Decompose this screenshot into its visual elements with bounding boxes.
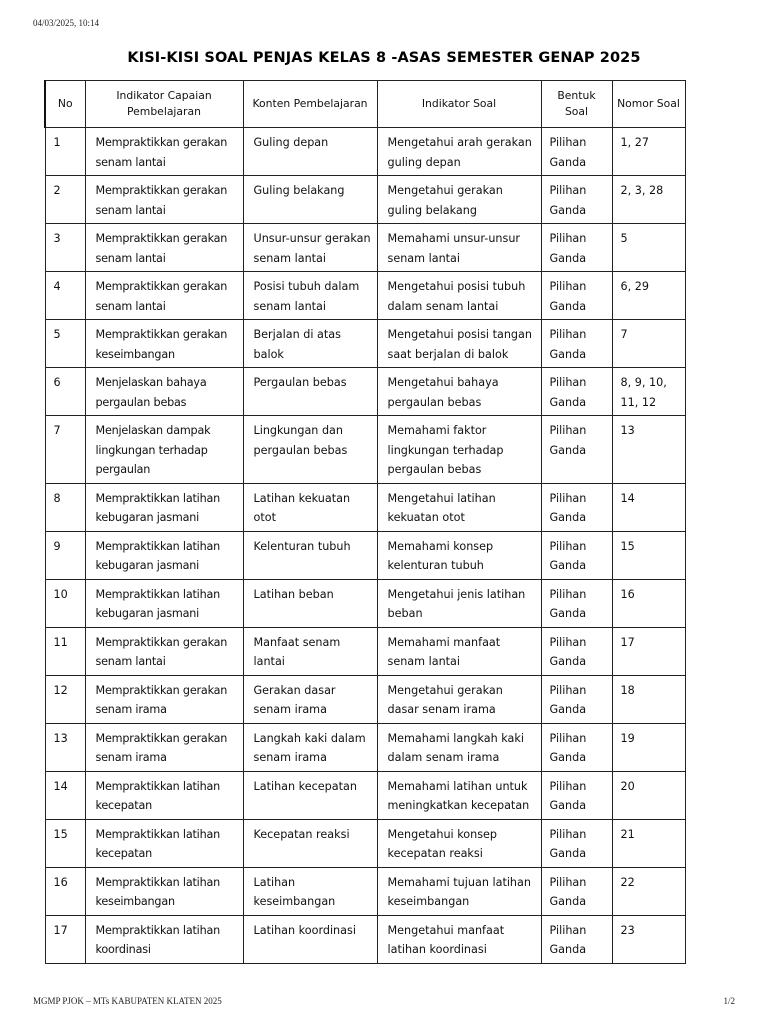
cell-konten: Latihan keseimbangan [243,867,377,915]
cell-bentuk-soal: Pilihan Ganda [541,128,612,176]
table-row [45,819,685,867]
table-row [45,867,685,915]
header-indikator-soal: Indikator Soal [377,81,541,128]
document-title: KISI-KISI SOAL PENJAS KELAS 8 -ASAS SEMESTER GENAP 2025 [127,50,641,66]
table-body [45,128,685,964]
cell-konten: Berjalan di atas balok [243,320,377,368]
cell-indikator-capaian: Menjelaskan bahaya pergaulan bebas [85,368,243,416]
cell-indikator-soal: Memahami konsep kelenturan tubuh [377,531,541,579]
cell-no: 4 [45,272,85,320]
table-row [45,723,685,771]
cell-indikator-capaian: Mempraktikkan gerakan senam lantai [85,272,243,320]
table-row [45,176,685,224]
cell-bentuk-soal: Pilihan Ganda [541,867,612,915]
header-bentuk-soal: Bentuk Soal [541,81,612,128]
cell-indikator-capaian: Mempraktikkan latihan kebugaran jasmani [85,531,243,579]
cell-konten: Manfaat senam lantai [243,627,377,675]
cell-no: 14 [45,771,85,819]
cell-indikator-capaian: Mempraktikkan gerakan senam lantai [85,224,243,272]
table-row [45,627,685,675]
cell-indikator-soal: Mengetahui gerakan guling belakang [377,176,541,224]
cell-indikator-soal: Mengetahui manfaat latihan koordinasi [377,915,541,963]
table-row [45,771,685,819]
cell-indikator-soal: Mengetahui posisi tangan saat berjalan di balok [377,320,541,368]
print-page-number: 1/2 [723,996,735,1006]
cell-konten: Langkah kaki dalam senam irama [243,723,377,771]
table-row [45,224,685,272]
cell-no: 9 [45,531,85,579]
cell-no: 3 [45,224,85,272]
cell-bentuk-soal: Pilihan Ganda [541,483,612,531]
cell-bentuk-soal: Pilihan Ganda [541,579,612,627]
table-row [45,579,685,627]
cell-bentuk-soal: Pilihan Ganda [541,320,612,368]
table-row [45,483,685,531]
cell-indikator-soal: Memahami tujuan latihan keseimbangan [377,867,541,915]
header-no: No [45,81,85,128]
cell-nomor-soal: 17 [612,627,685,675]
cell-konten: Gerakan dasar senam irama [243,675,377,723]
table-row [45,272,685,320]
cell-no: 6 [45,368,85,416]
table-row [45,531,685,579]
cell-nomor-soal: 15 [612,531,685,579]
cell-nomor-soal: 1, 27 [612,128,685,176]
cell-konten: Posisi tubuh dalam senam lantai [243,272,377,320]
cell-no: 17 [45,915,85,963]
cell-indikator-soal: Mengetahui bahaya pergaulan bebas [377,368,541,416]
cell-indikator-capaian: Mempraktikkan latihan kebugaran jasmani [85,483,243,531]
cell-indikator-capaian: Mempraktikkan gerakan keseimbangan [85,320,243,368]
cell-bentuk-soal: Pilihan Ganda [541,416,612,484]
cell-no: 11 [45,627,85,675]
cell-nomor-soal: 6, 29 [612,272,685,320]
cell-bentuk-soal: Pilihan Ganda [541,915,612,963]
cell-bentuk-soal: Pilihan Ganda [541,723,612,771]
cell-bentuk-soal: Pilihan Ganda [541,531,612,579]
header-nomor-soal: Nomor Soal [612,81,685,128]
cell-no: 7 [45,416,85,484]
table-row [45,675,685,723]
cell-no: 16 [45,867,85,915]
cell-indikator-capaian: Mempraktikkan gerakan senam irama [85,723,243,771]
cell-no: 12 [45,675,85,723]
cell-indikator-capaian: Mempraktikkan latihan kecepatan [85,819,243,867]
cell-nomor-soal: 18 [612,675,685,723]
cell-konten: Kecepatan reaksi [243,819,377,867]
cell-no: 15 [45,819,85,867]
cell-nomor-soal: 20 [612,771,685,819]
cell-indikator-capaian: Mempraktikkan gerakan senam irama [85,675,243,723]
table-row [45,368,685,416]
cell-nomor-soal: 2, 3, 28 [612,176,685,224]
cell-konten: Unsur-unsur gerakan senam lantai [243,224,377,272]
cell-bentuk-soal: Pilihan Ganda [541,819,612,867]
cell-konten: Latihan beban [243,579,377,627]
cell-indikator-capaian: Mempraktikkan gerakan senam lantai [85,627,243,675]
cell-indikator-capaian: Mempraktikkan gerakan senam lantai [85,176,243,224]
cell-nomor-soal: 19 [612,723,685,771]
cell-konten: Guling belakang [243,176,377,224]
cell-konten: Latihan kekuatan otot [243,483,377,531]
cell-indikator-capaian: Mempraktikkan latihan kecepatan [85,771,243,819]
cell-konten: Latihan koordinasi [243,915,377,963]
cell-indikator-soal: Mengetahui latihan kekuatan otot [377,483,541,531]
cell-indikator-soal: Memahami unsur-unsur senam lantai [377,224,541,272]
cell-bentuk-soal: Pilihan Ganda [541,272,612,320]
print-footer-source: MGMP PJOK – MTs KABUPATEN KLATEN 2025 [33,996,222,1006]
cell-konten: Kelenturan tubuh [243,531,377,579]
print-datetime: 04/03/2025, 10:14 [33,18,100,28]
table-header [45,81,685,128]
cell-indikator-soal: Mengetahui jenis latihan beban [377,579,541,627]
cell-no: 10 [45,579,85,627]
cell-indikator-soal: Mengetahui konsep kecepatan reaksi [377,819,541,867]
cell-nomor-soal: 16 [612,579,685,627]
cell-nomor-soal: 23 [612,915,685,963]
cell-no: 13 [45,723,85,771]
cell-bentuk-soal: Pilihan Ganda [541,771,612,819]
cell-indikator-soal: Memahami manfaat senam lantai [377,627,541,675]
cell-nomor-soal: 14 [612,483,685,531]
cell-konten: Lingkungan dan pergaulan bebas [243,416,377,484]
kisi-kisi-table [44,80,686,964]
cell-indikator-capaian: Mempraktikkan latihan keseimbangan [85,867,243,915]
cell-konten: Pergaulan bebas [243,368,377,416]
table-row [45,915,685,963]
cell-bentuk-soal: Pilihan Ganda [541,176,612,224]
cell-nomor-soal: 13 [612,416,685,484]
cell-indikator-soal: Memahami faktor lingkungan terhadap pergaulan bebas [377,416,541,484]
cell-nomor-soal: 21 [612,819,685,867]
cell-nomor-soal: 5 [612,224,685,272]
cell-indikator-soal: Mengetahui gerakan dasar senam irama [377,675,541,723]
cell-nomor-soal: 8, 9, 10, 11, 12 [612,368,685,416]
cell-indikator-capaian: Mempraktikkan latihan kebugaran jasmani [85,579,243,627]
cell-no: 1 [45,128,85,176]
cell-indikator-soal: Mengetahui posisi tubuh dalam senam lantai [377,272,541,320]
cell-konten: Guling depan [243,128,377,176]
cell-bentuk-soal: Pilihan Ganda [541,224,612,272]
cell-no: 2 [45,176,85,224]
table-row [45,416,685,484]
cell-indikator-capaian: Menjelaskan dampak lingkungan terhadap pergaulan [85,416,243,484]
cell-indikator-soal: Memahami latihan untuk meningkatkan kecepatan [377,771,541,819]
header-konten: Konten Pembelajaran [243,81,377,128]
cell-indikator-capaian: Mempraktikkan latihan koordinasi [85,915,243,963]
cell-indikator-soal: Memahami langkah kaki dalam senam irama [377,723,541,771]
cell-indikator-soal: Mengetahui arah gerakan guling depan [377,128,541,176]
cell-bentuk-soal: Pilihan Ganda [541,368,612,416]
table-header-row [45,81,685,128]
header-indikator-capaian: Indikator Capaian Pembelajaran [85,81,243,128]
cell-bentuk-soal: Pilihan Ganda [541,627,612,675]
cell-no: 5 [45,320,85,368]
cell-nomor-soal: 7 [612,320,685,368]
table-row [45,128,685,176]
cell-indikator-capaian: Mempraktikkan gerakan senam lantai [85,128,243,176]
cell-no: 8 [45,483,85,531]
cell-bentuk-soal: Pilihan Ganda [541,675,612,723]
cell-nomor-soal: 22 [612,867,685,915]
table-row [45,320,685,368]
cell-konten: Latihan kecepatan [243,771,377,819]
